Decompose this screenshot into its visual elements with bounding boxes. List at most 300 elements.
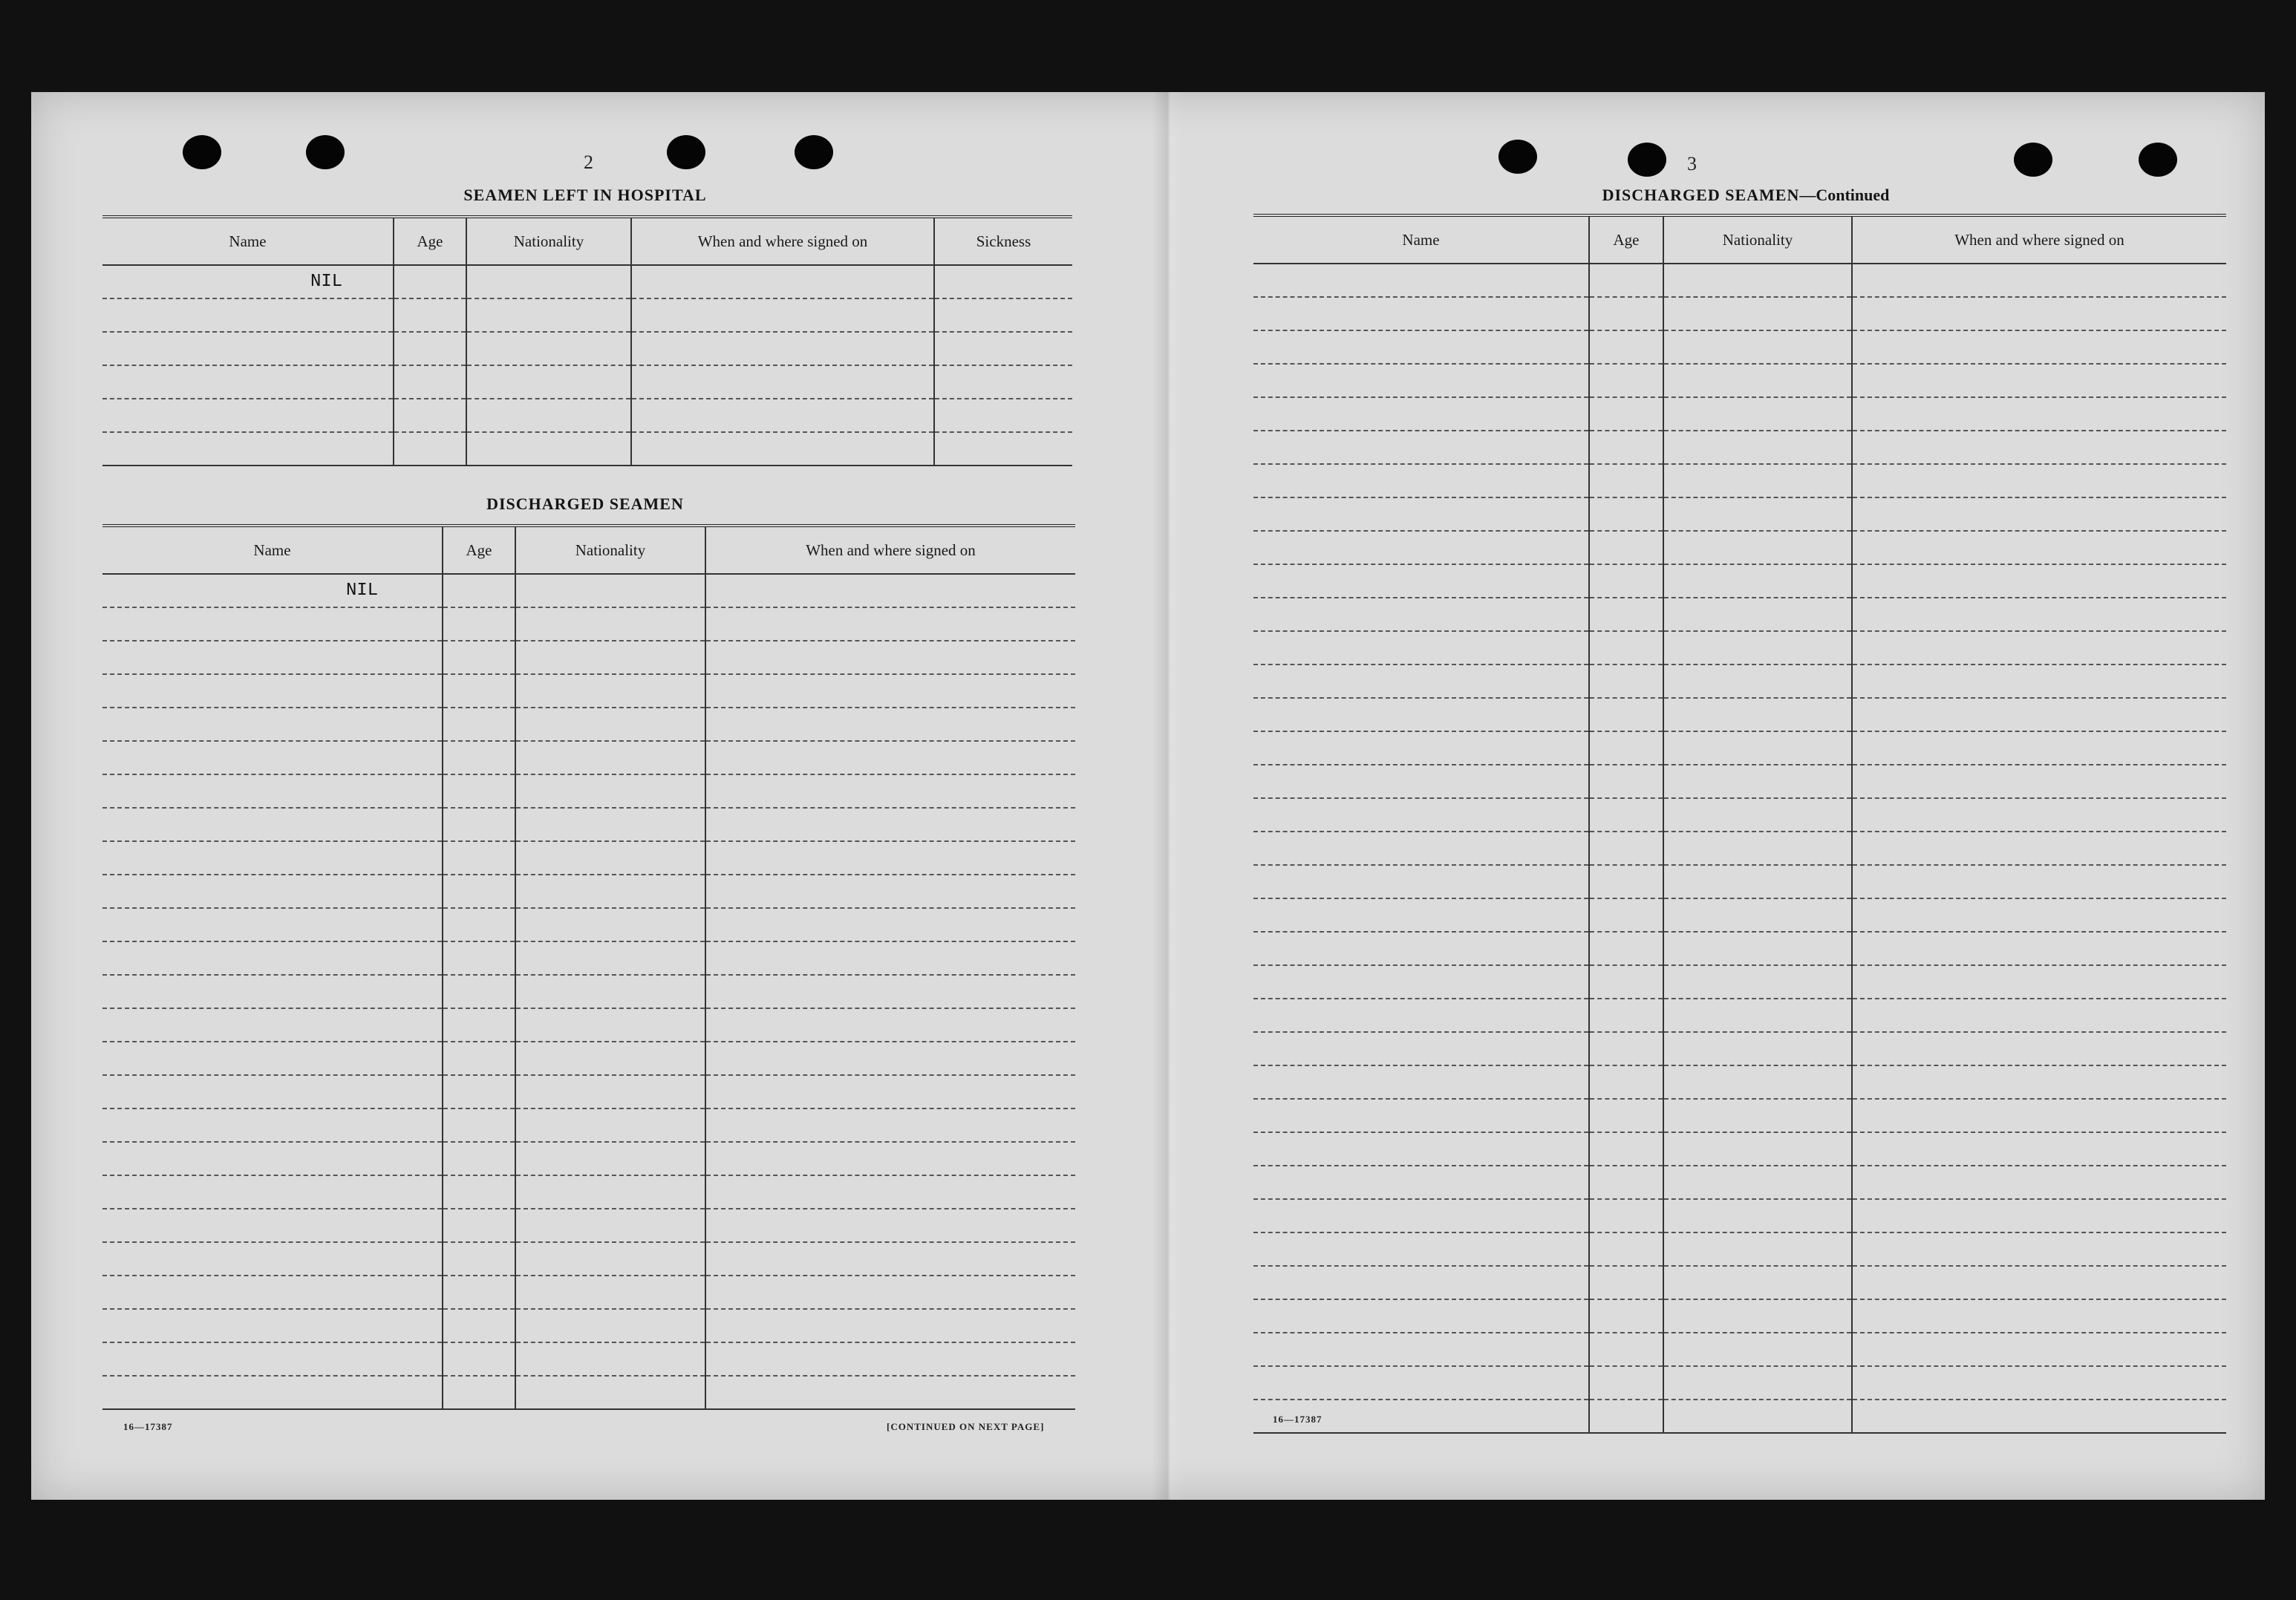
table-row — [1253, 330, 2226, 364]
form-code: 16—17387 — [1273, 1414, 1323, 1425]
table-row — [1253, 765, 2226, 798]
table-cell — [515, 774, 705, 808]
table-cell — [1253, 1333, 1589, 1366]
continued-note: [CONTINUED ON NEXT PAGE] — [887, 1421, 1045, 1432]
table-row — [102, 975, 1075, 1008]
table-cell — [1253, 1099, 1589, 1132]
table-cell — [1663, 1166, 1852, 1199]
table-cell — [1852, 1333, 2226, 1366]
table-cell — [1253, 564, 1589, 598]
table-cell — [515, 1042, 705, 1075]
table-row — [1253, 965, 2226, 999]
table-cell — [1253, 1232, 1589, 1266]
table-cell — [1663, 631, 1852, 665]
table-row — [102, 1008, 1075, 1042]
table-cell — [631, 365, 934, 399]
table-cell — [1663, 1232, 1852, 1266]
table-row — [102, 607, 1075, 641]
table-row — [102, 774, 1075, 808]
table-cell — [1852, 464, 2226, 497]
table-row — [1253, 665, 2226, 698]
page-number: 2 — [584, 151, 593, 173]
table-cell — [102, 1042, 443, 1075]
table-cell — [705, 975, 1075, 1008]
table-cell — [1852, 1400, 2226, 1433]
table-cell — [466, 332, 631, 365]
table-row — [102, 265, 1072, 298]
table-cell — [1852, 1032, 2226, 1065]
table-cell — [443, 1108, 515, 1142]
table-cell — [705, 607, 1075, 641]
table-cell — [1663, 364, 1852, 397]
table-cell — [1663, 698, 1852, 731]
table-row — [102, 1108, 1075, 1142]
table-cell — [102, 1309, 443, 1342]
table-cell — [443, 1376, 515, 1409]
table-cell — [1253, 999, 1589, 1032]
table-cell — [1852, 1199, 2226, 1232]
table-cell — [705, 1276, 1075, 1309]
table-cell — [102, 774, 443, 808]
table-cell — [1589, 364, 1663, 397]
table-cell — [1663, 832, 1852, 865]
table-row — [1253, 1099, 2226, 1132]
table-cell — [705, 941, 1075, 975]
discharged-section-title: DISCHARGED SEAMEN — [486, 494, 684, 513]
table-row — [1253, 1266, 2226, 1299]
table-cell — [1852, 1232, 2226, 1266]
table-cell — [705, 1108, 1075, 1142]
table-cell — [1852, 798, 2226, 832]
table-cell — [1253, 898, 1589, 932]
table-cell — [1663, 1400, 1852, 1433]
table-cell — [443, 774, 515, 808]
table-cell — [1852, 999, 2226, 1032]
table-cell — [1589, 330, 1663, 364]
table-cell — [1253, 464, 1589, 497]
table-row — [102, 941, 1075, 975]
table-cell — [1663, 1366, 1852, 1400]
table-row — [1253, 1166, 2226, 1199]
column-header-nationality: Nationality — [515, 526, 705, 574]
table-cell — [1589, 531, 1663, 564]
table-cell — [102, 1276, 443, 1309]
table-cell — [443, 808, 515, 841]
table-cell — [705, 1142, 1075, 1175]
left-page — [31, 92, 1152, 1500]
table-cell — [705, 1376, 1075, 1409]
table-cell — [1589, 431, 1663, 464]
table-row — [1253, 1032, 2226, 1065]
table-cell — [515, 641, 705, 674]
table-cell — [394, 432, 466, 466]
table-row — [102, 365, 1072, 399]
table-row — [1253, 698, 2226, 731]
column-header-nationality: Nationality — [1663, 215, 1852, 264]
table-cell — [1589, 497, 1663, 531]
table-cell — [1663, 932, 1852, 965]
discharged-table-body — [102, 574, 1075, 1409]
table-cell — [934, 432, 1072, 466]
table-cell — [934, 332, 1072, 365]
table-cell — [443, 1209, 515, 1242]
hospital-table-body — [102, 265, 1072, 466]
table-cell — [443, 741, 515, 774]
table-cell — [1663, 1065, 1852, 1099]
table-cell — [443, 875, 515, 908]
discharged-table — [102, 524, 1075, 1410]
table-cell — [102, 975, 443, 1008]
table-cell — [705, 808, 1075, 841]
table-cell — [1663, 898, 1852, 932]
table-row — [102, 1342, 1075, 1376]
table-cell — [443, 1075, 515, 1108]
table-cell — [1663, 531, 1852, 564]
table-row — [1253, 464, 2226, 497]
table-cell — [1852, 1166, 2226, 1199]
table-row — [102, 908, 1075, 941]
table-row — [1253, 531, 2226, 564]
table-row — [102, 1042, 1075, 1075]
table-cell — [1589, 297, 1663, 330]
table-cell — [1589, 999, 1663, 1032]
table-cell — [466, 365, 631, 399]
table-cell — [1589, 731, 1663, 765]
table-row — [102, 1309, 1075, 1342]
table-cell — [515, 1175, 705, 1209]
table-cell — [102, 1242, 443, 1276]
table-row — [102, 574, 1075, 607]
table-cell — [515, 674, 705, 708]
table-cell — [705, 1042, 1075, 1075]
table-cell — [705, 708, 1075, 741]
table-cell — [102, 1075, 443, 1108]
table-cell — [1852, 330, 2226, 364]
table-cell — [1852, 297, 2226, 330]
table-cell — [443, 708, 515, 741]
table-cell — [705, 1242, 1075, 1276]
table-cell — [443, 1309, 515, 1342]
table-cell — [515, 607, 705, 641]
table-row — [1253, 264, 2226, 297]
table-cell — [1253, 497, 1589, 531]
table-row — [102, 1276, 1075, 1309]
table-cell — [1253, 598, 1589, 631]
table-cell — [1852, 731, 2226, 765]
table-cell — [1253, 330, 1589, 364]
table-row — [102, 1242, 1075, 1276]
table-cell — [1253, 832, 1589, 865]
table-cell — [1253, 932, 1589, 965]
table-cell — [934, 399, 1072, 432]
table-cell — [631, 432, 934, 466]
column-header-signed-on: When and where signed on — [631, 217, 934, 265]
table-cell — [1663, 564, 1852, 598]
table-row — [1253, 832, 2226, 865]
column-header-age: Age — [394, 217, 466, 265]
table-cell — [1589, 264, 1663, 297]
table-cell — [631, 298, 934, 332]
table-cell — [1852, 631, 2226, 665]
table-cell — [1663, 431, 1852, 464]
table-cell — [1589, 765, 1663, 798]
table-cell — [102, 841, 443, 875]
table-cell — [1253, 698, 1589, 731]
table-row — [1253, 497, 2226, 531]
table-row — [1253, 798, 2226, 832]
column-header-age: Age — [443, 526, 515, 574]
table-cell — [443, 1008, 515, 1042]
table-row — [1253, 431, 2226, 464]
table-cell — [1852, 1366, 2226, 1400]
table-row — [1253, 297, 2226, 330]
table-cell — [631, 332, 934, 365]
table-cell — [515, 1209, 705, 1242]
table-row — [102, 1376, 1075, 1409]
form-code: 16—17387 — [123, 1421, 173, 1432]
table-cell — [1589, 631, 1663, 665]
table-cell — [1589, 1232, 1663, 1266]
table-cell — [1663, 1132, 1852, 1166]
table-cell — [1852, 1299, 2226, 1333]
table-cell — [1663, 999, 1852, 1032]
table-cell — [1663, 297, 1852, 330]
table-cell — [1852, 431, 2226, 464]
table-cell — [515, 1108, 705, 1142]
table-cell — [1253, 1266, 1589, 1299]
table-cell — [102, 1142, 443, 1175]
table-cell — [1253, 364, 1589, 397]
table-cell — [394, 332, 466, 365]
table-row — [1253, 999, 2226, 1032]
table-cell — [443, 1242, 515, 1276]
table-cell — [1253, 731, 1589, 765]
table-cell — [102, 875, 443, 908]
table-cell — [515, 1309, 705, 1342]
table-cell — [1663, 1333, 1852, 1366]
table-cell — [1253, 765, 1589, 798]
table-cell — [705, 1342, 1075, 1376]
table-cell — [394, 365, 466, 399]
table-cell — [443, 1042, 515, 1075]
table-cell — [1589, 397, 1663, 431]
table-cell — [1253, 1065, 1589, 1099]
table-cell — [1663, 598, 1852, 631]
table-row — [102, 399, 1072, 432]
table-cell — [1589, 1099, 1663, 1132]
discharged-continued-table — [1253, 214, 2226, 1434]
table-cell — [705, 841, 1075, 875]
table-cell — [705, 1008, 1075, 1042]
column-header-nationality: Nationality — [466, 217, 631, 265]
table-cell — [1253, 1199, 1589, 1232]
table-cell — [1663, 497, 1852, 531]
table-cell — [1663, 464, 1852, 497]
table-cell — [1589, 1333, 1663, 1366]
table-cell — [1852, 698, 2226, 731]
table-cell — [443, 1276, 515, 1309]
table-cell — [102, 399, 394, 432]
table-cell — [1852, 364, 2226, 397]
table-cell — [1589, 698, 1663, 731]
table-cell — [1253, 865, 1589, 898]
table-row — [102, 298, 1072, 332]
table-header-row — [1253, 215, 2226, 264]
table-header-row — [102, 217, 1072, 265]
table-cell — [1589, 832, 1663, 865]
table-cell — [1852, 898, 2226, 932]
table-row — [102, 741, 1075, 774]
table-row — [1253, 1333, 2226, 1366]
table-cell — [102, 298, 394, 332]
table-cell — [466, 432, 631, 466]
table-cell — [1589, 1299, 1663, 1333]
table-cell — [1663, 1032, 1852, 1065]
table-cell — [1253, 665, 1589, 698]
column-header-name: Name — [102, 217, 394, 265]
table-cell — [1852, 932, 2226, 965]
table-cell — [1852, 1266, 2226, 1299]
table-row — [102, 1175, 1075, 1209]
table-cell — [1852, 531, 2226, 564]
table-row — [1253, 1366, 2226, 1400]
table-cell — [1589, 1266, 1663, 1299]
table-cell — [443, 1342, 515, 1376]
table-cell — [102, 1008, 443, 1042]
table-cell — [394, 399, 466, 432]
table-cell — [102, 1209, 443, 1242]
table-cell — [1589, 1199, 1663, 1232]
table-cell — [102, 332, 394, 365]
name-cell — [102, 574, 443, 607]
table-cell — [1663, 1299, 1852, 1333]
table-row — [102, 808, 1075, 841]
table-cell — [102, 365, 394, 399]
table-cell — [102, 432, 394, 466]
table-cell — [443, 841, 515, 875]
table-cell — [102, 941, 443, 975]
table-cell — [1253, 397, 1589, 431]
discharged-continued-table-body — [1253, 264, 2226, 1433]
table-cell — [515, 1276, 705, 1309]
table-cell — [102, 1108, 443, 1142]
table-cell — [515, 1142, 705, 1175]
table-cell — [1253, 965, 1589, 999]
table-cell — [1852, 564, 2226, 598]
table-cell — [1253, 1366, 1589, 1400]
table-cell — [1253, 1299, 1589, 1333]
table-cell — [443, 641, 515, 674]
table-cell — [1589, 1032, 1663, 1065]
table-cell — [1253, 297, 1589, 330]
table-cell — [934, 365, 1072, 399]
table-cell — [515, 941, 705, 975]
table-cell — [515, 841, 705, 875]
table-cell — [705, 908, 1075, 941]
table-cell — [1852, 264, 2226, 297]
table-cell — [515, 1008, 705, 1042]
table-cell — [1663, 665, 1852, 698]
table-cell — [102, 908, 443, 941]
table-cell — [1663, 264, 1852, 297]
table-cell — [705, 875, 1075, 908]
table-row — [102, 332, 1072, 365]
right-page — [1185, 92, 2265, 1500]
table-cell — [515, 1342, 705, 1376]
center-fold — [1152, 92, 1185, 1500]
table-cell — [705, 641, 1075, 674]
name-cell — [102, 265, 394, 298]
table-cell — [1852, 598, 2226, 631]
table-cell — [1852, 497, 2226, 531]
table-cell — [1663, 1099, 1852, 1132]
table-cell — [1852, 397, 2226, 431]
table-cell — [443, 1175, 515, 1209]
table-cell — [1663, 865, 1852, 898]
table-cell — [102, 808, 443, 841]
nil-entry: NIL — [310, 272, 343, 292]
table-cell — [443, 1142, 515, 1175]
table-cell — [1589, 1166, 1663, 1199]
table-cell — [1663, 798, 1852, 832]
document-sheet — [31, 92, 2265, 1500]
table-cell — [1589, 1065, 1663, 1099]
table-cell — [1589, 932, 1663, 965]
table-cell — [515, 908, 705, 941]
column-header-name: Name — [1253, 215, 1589, 264]
table-row — [1253, 898, 2226, 932]
table-cell — [1589, 898, 1663, 932]
table-cell — [443, 674, 515, 708]
table-cell — [515, 1242, 705, 1276]
table-row — [1253, 1299, 2226, 1333]
table-cell — [443, 908, 515, 941]
table-cell — [515, 1376, 705, 1409]
table-cell — [1589, 865, 1663, 898]
table-cell — [705, 1175, 1075, 1209]
table-cell — [102, 741, 443, 774]
discharged-continued-title — [1259, 186, 2232, 205]
column-header-name: Name — [102, 526, 443, 574]
table-cell — [1589, 564, 1663, 598]
table-row — [102, 1209, 1075, 1242]
table-cell — [1852, 765, 2226, 798]
table-cell — [102, 1342, 443, 1376]
table-cell — [515, 741, 705, 774]
table-cell — [1589, 798, 1663, 832]
table-cell — [515, 1075, 705, 1108]
table-row — [1253, 364, 2226, 397]
table-row — [102, 1142, 1075, 1175]
table-row — [1253, 1400, 2226, 1433]
table-cell — [102, 674, 443, 708]
table-row — [1253, 731, 2226, 765]
table-cell — [515, 875, 705, 908]
table-cell — [443, 607, 515, 641]
table-cell — [705, 1075, 1075, 1108]
table-cell — [1589, 1400, 1663, 1433]
table-cell — [466, 298, 631, 332]
table-cell — [705, 741, 1075, 774]
table-cell — [1589, 665, 1663, 698]
table-row — [102, 875, 1075, 908]
column-header-signed-on: When and where signed on — [705, 526, 1075, 574]
table-cell — [1589, 1366, 1663, 1400]
table-cell — [1663, 965, 1852, 999]
table-cell — [705, 1309, 1075, 1342]
table-row — [102, 674, 1075, 708]
table-cell — [515, 975, 705, 1008]
